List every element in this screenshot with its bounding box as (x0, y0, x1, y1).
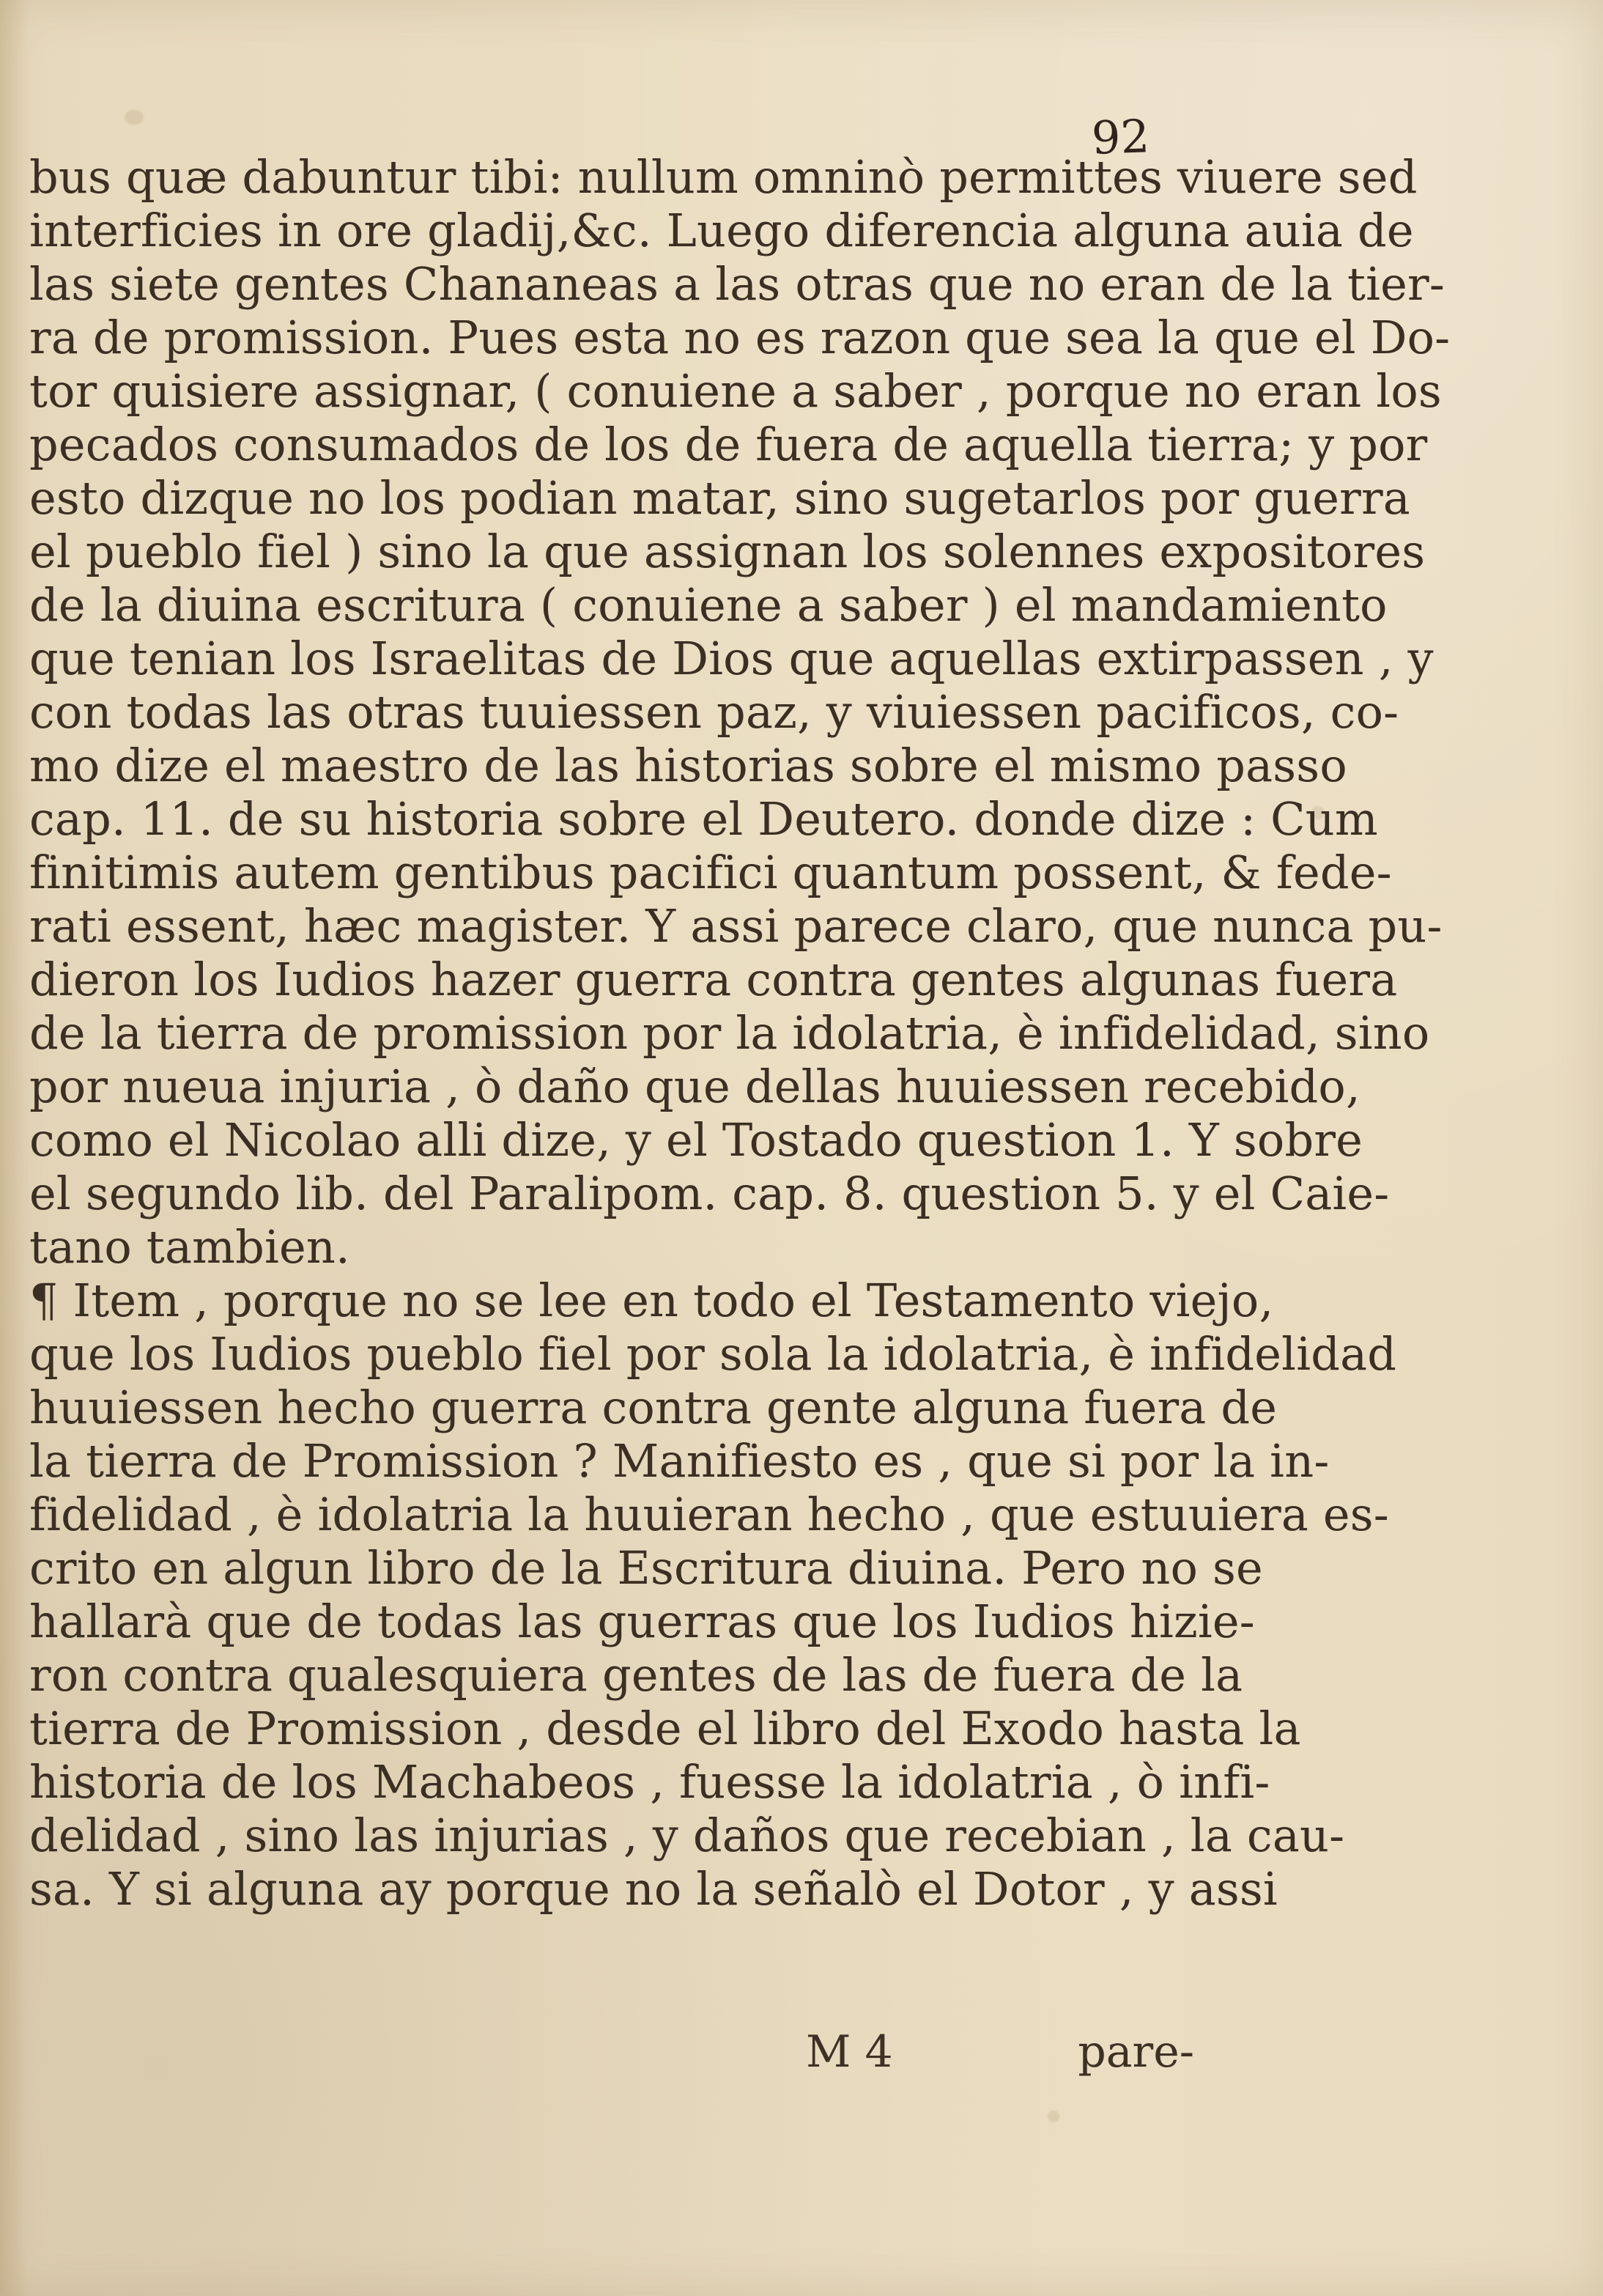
text-line: interficies in ore gladij,&c. Luego diferencia alguna auia de (29, 204, 1414, 257)
text-line: huuiessen hecho guerra contra gente alguna fuera de (29, 1381, 1278, 1434)
page-number: 92 (1090, 109, 1151, 165)
text-line: ¶ Item , porque no se lee en todo el Testamento viejo, (29, 1274, 1274, 1327)
text-line: las siete gentes Chananeas a las otras que no eran de la tier- (29, 257, 1445, 311)
text-line: tor quisiere assignar, ( conuiene a saber , porque no eran los (29, 364, 1442, 418)
text-line: esto dizque no los podian matar, sino sugetarlos por guerra (29, 471, 1410, 525)
text-line: cap. 11. de su historia sobre el Deutero. donde dize : Cum (29, 792, 1378, 846)
text-line: delidad , sino las injurias , y daños que recebian , la cau- (29, 1809, 1345, 1862)
text-line: dieron los Iudios hazer guerra contra gentes algunas fuera (29, 953, 1398, 1006)
text-line: historia de los Machabeos , fuesse la idolatria , ò infi- (29, 1755, 1270, 1809)
text-line: que tenian los Israelitas de Dios que aquellas extirpassen , y (29, 632, 1434, 685)
text-line: que los Iudios pueblo fiel por sola la idolatria, è infidelidad (29, 1327, 1397, 1381)
text-line: fidelidad , è idolatria la huuieran hecho , que estuuiera es- (29, 1488, 1389, 1541)
text-line: con todas las otras tuuiessen paz, y viuiessen pacificos, co- (29, 685, 1399, 739)
page-text (29, 150, 1451, 2056)
text-line: la tierra de Promission ? Manifiesto es , que si por la in- (29, 1434, 1330, 1488)
text-line: hallarà que de todas las guerras que los Iudios hizie- (29, 1595, 1255, 1648)
catchword: pare- (1078, 2026, 1194, 2078)
signature-mark: M 4 (806, 2026, 893, 2078)
text-line: como el Nicolao alli dize, y el Tostado question 1. Y sobre (29, 1113, 1363, 1167)
text-line: bus quæ dabuntur tibi: nullum omninò permittes viuere sed (29, 150, 1418, 204)
text-line: ron contra qualesquiera gentes de las de fuera de la (29, 1648, 1243, 1702)
text-line: el segundo lib. del Paralipom. cap. 8. question 5. y el Caie- (29, 1167, 1390, 1220)
text-line: ra de promission. Pues esta no es razon que sea la que el Do- (29, 311, 1451, 364)
text-line: pecados consumados de los de fuera de aquella tierra; y por (29, 418, 1428, 471)
page-footer (806, 2023, 1202, 2081)
text-line: sa. Y si alguna ay porque no la señalò el Dotor , y assi (29, 1862, 1278, 1916)
text-line: mo dize el maestro de las historias sobre el mismo passo (29, 739, 1347, 792)
text-line: de la tierra de promission por la idolatria, è infidelidad, sino (29, 1006, 1430, 1060)
text-line: finitimis autem gentibus pacifici quantum possent, & fede- (29, 846, 1392, 899)
text-line: el pueblo fiel ) sino la que assignan los solennes expositores (29, 525, 1426, 578)
text-line: tierra de Promission , desde el libro del Exodo hasta la (29, 1702, 1301, 1755)
text-line: rati essent, hæc magister. Y assi parece claro, que nunca pu- (29, 899, 1443, 953)
text-line: por nueua injuria , ò daño que dellas huuiessen recebido, (29, 1060, 1360, 1113)
text-line: tano tambien. (29, 1220, 350, 1274)
paper-stain (125, 110, 144, 125)
text-line: de la diuina escritura ( conuiene a saber ) el mandamiento (29, 578, 1388, 632)
paper-stain (1048, 2111, 1059, 2122)
text-line: crito en algun libro de la Escritura diuina. Pero no se (29, 1541, 1263, 1595)
